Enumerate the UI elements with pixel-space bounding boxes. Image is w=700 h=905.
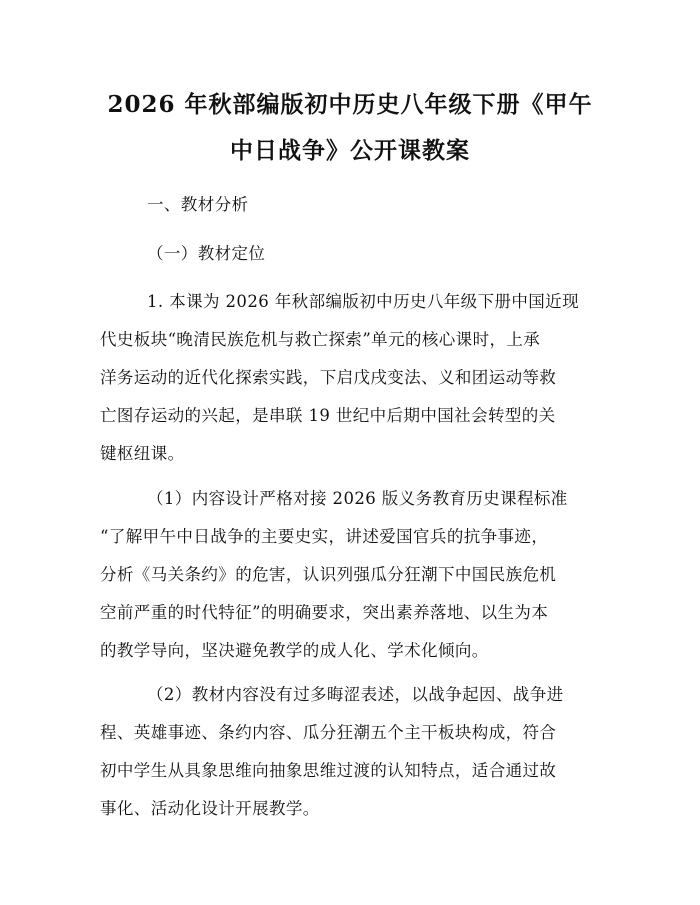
document-title-line-2: 中日战争》公开课教案 xyxy=(230,137,470,164)
document-title-line-1: 2026 年秋部编版初中历史八年级下册《甲午 xyxy=(107,91,593,118)
paragraph-line: 的教学导向，坚决避免教学的成人化、学术化倾向。 xyxy=(100,641,489,660)
paragraph-line: （1）内容设计严格对接 2026 版义务教育历史课程标准 xyxy=(147,489,568,508)
section-heading: 一、教材分析 xyxy=(147,195,249,214)
paragraph-line: 1. 本课为 2026 年秋部编版初中历史八年级下册中国近现 xyxy=(147,292,579,311)
subsection-heading: （一）教材定位 xyxy=(147,244,266,263)
paragraph-line: “了解甲午中日战争的主要史实，讲述爱国官兵的抗争事迹， xyxy=(100,527,549,546)
paragraph-line: 分析《马关条约》的危害，认识列强瓜分狂潮下中国民族危机 xyxy=(100,565,557,584)
paragraph-line: 键枢纽课。 xyxy=(100,444,185,463)
paragraph-line: 程、英雄事迹、条约内容、瓜分狂潮五个主干板块构成，符合 xyxy=(100,723,557,742)
paragraph-line: 亡图存运动的兴起，是串联 19 世纪中后期中国社会转型的关 xyxy=(100,406,556,425)
paragraph-line: 初中学生从具象思维向抽象思维过渡的认知特点，适合通过故 xyxy=(100,761,557,780)
paragraph-line: 空前严重的时代特征”的明确要求，突出素养落地、以生为本 xyxy=(100,603,549,622)
paragraph-line: 事化、活动化设计开展教学。 xyxy=(100,799,320,818)
paragraph-line: （2）教材内容没有过多晦涩表述，以战争起因、战争进 xyxy=(147,685,564,704)
paragraph-line: 洋务运动的近代化探索实践，下启戊戌变法、义和团运动等救 xyxy=(100,368,557,387)
paragraph-line: 代史板块“晚清民族危机与救亡探索”单元的核心课时，上承 xyxy=(100,330,541,349)
